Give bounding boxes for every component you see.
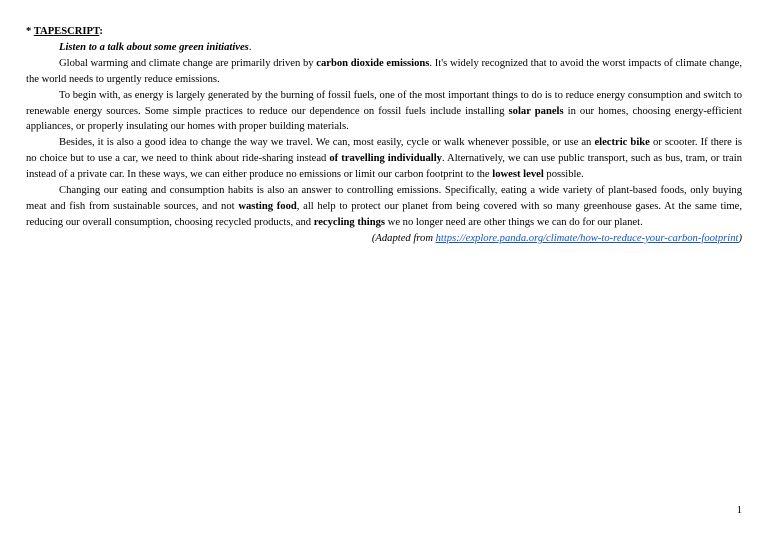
key-phrase: carbon dioxide emissions bbox=[316, 57, 430, 69]
document-body bbox=[26, 24, 742, 247]
heading-marker: * bbox=[26, 26, 34, 37]
source-suffix: ) bbox=[738, 232, 742, 244]
source-link[interactable]: https://explore.panda.org/climate/how-to-reduce-your-carbon-footprint bbox=[435, 232, 739, 244]
source-prefix: (Adapted from bbox=[371, 232, 436, 244]
heading-label: TAPESCRIPT bbox=[33, 26, 100, 37]
key-phrase: wasting food bbox=[238, 200, 297, 212]
page-number: 1 bbox=[736, 505, 742, 516]
paragraph-1 bbox=[26, 56, 742, 88]
tapescript-paragraphs bbox=[26, 56, 742, 231]
paragraph-text: . Alternatively, we can use public transport, such as bus, tram, or train instead of a private car. In these ways, we can either produce no emissions or limit our carbon footprint to the bbox=[26, 153, 742, 181]
paragraph-text: Changing our eating and consumption habits is also an answer to controlling emissions. Specifically, eating a wide variety of plant-based foods, only buying meat and fish from sustainable sources, and not bbox=[26, 185, 742, 212]
key-phrase: of travelling individually bbox=[329, 153, 442, 165]
instruction-text: Listen to a talk about some green initiatives bbox=[59, 41, 249, 53]
paragraph-text: , all help to protect our planet from being covered with so many greenhouse gases. At the same time, reducing our overall consumption, choosing recycled products, and bbox=[26, 200, 742, 228]
listening-instruction bbox=[26, 40, 742, 56]
instruction-end: . bbox=[248, 41, 252, 53]
paragraph-text: in our homes, choosing energy-efficient appliances, or properly insulating our homes with proper building materials. bbox=[26, 105, 742, 133]
paragraph-text: . It's widely recognized that to avoid the worst impacts of climate change, the world needs to urgently reduce emissions. bbox=[26, 57, 742, 85]
paragraph-text: Global warming and climate change are primarily driven by bbox=[59, 57, 317, 69]
paragraph-4 bbox=[26, 183, 742, 231]
source-citation bbox=[26, 231, 742, 247]
paragraph-text: possible. bbox=[543, 169, 584, 181]
key-phrase: recycling things bbox=[313, 216, 386, 228]
key-phrase: lowest level bbox=[492, 169, 544, 181]
paragraph-text: To begin with, as energy is largely generated by the burning of fossil fuels, one of the most important things to do is to reduce energy consumption and switch to renewable energy sources. Some simple practices to reduce our dependence on fossil fuels include installing bbox=[26, 89, 742, 117]
heading-colon: : bbox=[99, 26, 103, 37]
paragraph-2 bbox=[26, 88, 742, 136]
paragraph-text: we no longer need are other things we can do for our planet. bbox=[385, 216, 643, 228]
paragraph-3 bbox=[26, 135, 742, 183]
key-phrase: solar panels bbox=[508, 105, 564, 117]
tapescript-heading bbox=[26, 24, 742, 40]
paragraph-text: Besides, it is also a good idea to change the way we travel. We can, most easily, cycle or walk whenever possible, or use an bbox=[59, 137, 595, 149]
paragraph-text: or scooter. If there is no choice but to use a car, we need to think about ride-sharing instead bbox=[26, 137, 743, 165]
key-phrase: electric bike bbox=[594, 137, 650, 149]
